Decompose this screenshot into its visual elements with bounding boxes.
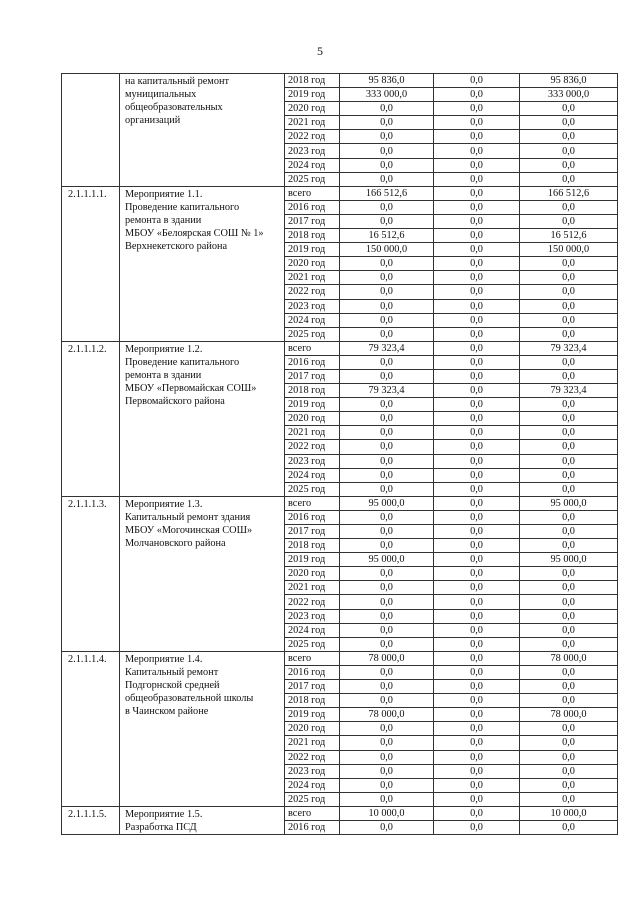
regional-cell: 0,0 xyxy=(520,355,618,369)
total-cell: 0,0 xyxy=(340,722,434,736)
regional-cell: 0,0 xyxy=(520,750,618,764)
regional-cell: 79 323,4 xyxy=(520,384,618,398)
measure-name xyxy=(120,806,285,834)
federal-cell: 0,0 xyxy=(434,820,520,834)
federal-cell: 0,0 xyxy=(434,468,520,482)
measure-code: 2.1.1.1.1. xyxy=(62,186,120,341)
federal-cell: 0,0 xyxy=(434,694,520,708)
regional-cell: 0,0 xyxy=(520,539,618,553)
total-cell: 0,0 xyxy=(340,567,434,581)
regional-cell: 0,0 xyxy=(520,764,618,778)
regional-cell: 0,0 xyxy=(520,214,618,228)
regional-cell: 0,0 xyxy=(520,200,618,214)
measure-name-line: Проведение капитального xyxy=(125,201,240,213)
year-cell: 2021 год xyxy=(285,271,340,285)
federal-cell: 0,0 xyxy=(434,637,520,651)
regional-cell: 166 512,6 xyxy=(520,186,618,200)
regional-cell: 0,0 xyxy=(520,820,618,834)
table-row xyxy=(62,806,618,820)
total-cell: 0,0 xyxy=(340,778,434,792)
federal-cell: 0,0 xyxy=(434,172,520,186)
year-cell: 2025 год xyxy=(285,637,340,651)
federal-cell: 0,0 xyxy=(434,426,520,440)
year-cell: 2023 год xyxy=(285,454,340,468)
total-cell: 0,0 xyxy=(340,172,434,186)
table-row xyxy=(62,651,618,665)
table-row xyxy=(62,74,618,88)
regional-cell: 0,0 xyxy=(520,144,618,158)
measure-code: 2.1.1.1.2. xyxy=(62,341,120,496)
year-cell: 2024 год xyxy=(285,778,340,792)
regional-cell: 0,0 xyxy=(520,510,618,524)
regional-cell: 0,0 xyxy=(520,722,618,736)
year-cell: 2021 год xyxy=(285,736,340,750)
year-cell: 2016 год xyxy=(285,665,340,679)
total-cell: 0,0 xyxy=(340,482,434,496)
regional-cell: 10 000,0 xyxy=(520,806,618,820)
regional-cell: 0,0 xyxy=(520,257,618,271)
regional-cell: 0,0 xyxy=(520,581,618,595)
year-cell: 2022 год xyxy=(285,595,340,609)
total-cell: 0,0 xyxy=(340,116,434,130)
total-cell: 16 512,6 xyxy=(340,229,434,243)
total-cell: 0,0 xyxy=(340,694,434,708)
year-cell: 2024 год xyxy=(285,158,340,172)
total-cell: 10 000,0 xyxy=(340,806,434,820)
measure-name-line: Проведение капитального xyxy=(125,356,240,368)
year-cell: 2022 год xyxy=(285,285,340,299)
measure-name-line: муниципальных xyxy=(125,89,197,100)
total-cell: 0,0 xyxy=(340,525,434,539)
regional-cell: 0,0 xyxy=(520,694,618,708)
year-cell: 2016 год xyxy=(285,820,340,834)
regional-cell: 333 000,0 xyxy=(520,88,618,102)
federal-cell: 0,0 xyxy=(434,412,520,426)
total-cell: 0,0 xyxy=(340,327,434,341)
budget-table xyxy=(61,73,618,835)
total-cell: 0,0 xyxy=(340,313,434,327)
total-cell: 0,0 xyxy=(340,623,434,637)
budget-table-body xyxy=(62,74,618,835)
year-cell: 2017 год xyxy=(285,369,340,383)
measure-name xyxy=(120,186,285,341)
federal-cell: 0,0 xyxy=(434,144,520,158)
regional-cell: 0,0 xyxy=(520,313,618,327)
measure-name-line: Капитальный ремонт xyxy=(125,666,219,678)
year-cell: 2023 год xyxy=(285,764,340,778)
total-cell: 0,0 xyxy=(340,144,434,158)
total-cell: 0,0 xyxy=(340,299,434,313)
federal-cell: 0,0 xyxy=(434,299,520,313)
federal-cell: 0,0 xyxy=(434,327,520,341)
measure-name-line: Мероприятие 1.5. xyxy=(125,808,203,820)
federal-cell: 0,0 xyxy=(434,355,520,369)
regional-cell: 0,0 xyxy=(520,665,618,679)
total-cell: 0,0 xyxy=(340,426,434,440)
regional-cell: 0,0 xyxy=(520,412,618,426)
total-cell: 0,0 xyxy=(340,285,434,299)
federal-cell: 0,0 xyxy=(434,158,520,172)
federal-cell: 0,0 xyxy=(434,257,520,271)
regional-cell: 0,0 xyxy=(520,285,618,299)
year-cell: 2017 год xyxy=(285,680,340,694)
year-cell: 2017 год xyxy=(285,214,340,228)
federal-cell: 0,0 xyxy=(434,186,520,200)
regional-cell: 0,0 xyxy=(520,468,618,482)
regional-cell: 0,0 xyxy=(520,440,618,454)
federal-cell: 0,0 xyxy=(434,398,520,412)
measure-name xyxy=(120,651,285,806)
federal-cell: 0,0 xyxy=(434,750,520,764)
year-cell: 2019 год xyxy=(285,243,340,257)
federal-cell: 0,0 xyxy=(434,88,520,102)
year-cell: 2016 год xyxy=(285,510,340,524)
regional-cell: 0,0 xyxy=(520,299,618,313)
total-cell: 0,0 xyxy=(340,736,434,750)
year-cell: 2024 год xyxy=(285,623,340,637)
federal-cell: 0,0 xyxy=(434,567,520,581)
total-cell: 0,0 xyxy=(340,595,434,609)
federal-cell: 0,0 xyxy=(434,609,520,623)
regional-cell: 0,0 xyxy=(520,369,618,383)
total-cell: 0,0 xyxy=(340,454,434,468)
federal-cell: 0,0 xyxy=(434,200,520,214)
regional-cell: 0,0 xyxy=(520,595,618,609)
measure-name-line: МБОУ «Белоярская СОШ № 1» xyxy=(125,227,264,239)
federal-cell: 0,0 xyxy=(434,496,520,510)
federal-cell: 0,0 xyxy=(434,539,520,553)
measure-name-line: на капитальный ремонт xyxy=(125,76,229,87)
measure-name-line: Молчановского района xyxy=(125,537,226,549)
measure-name-line: МБОУ «Могочинская СОШ» xyxy=(125,524,253,536)
measure-code: 2.1.1.1.3. xyxy=(62,496,120,651)
federal-cell: 0,0 xyxy=(434,454,520,468)
measure-name-line: общеобразовательной школы xyxy=(125,692,254,704)
year-cell: 2018 год xyxy=(285,74,340,88)
table-row xyxy=(62,496,618,510)
year-cell: 2018 год xyxy=(285,384,340,398)
measure-name-line: Мероприятие 1.1. xyxy=(125,188,203,200)
regional-cell: 0,0 xyxy=(520,116,618,130)
federal-cell: 0,0 xyxy=(434,623,520,637)
federal-cell: 0,0 xyxy=(434,369,520,383)
regional-cell: 0,0 xyxy=(520,327,618,341)
total-cell: 166 512,6 xyxy=(340,186,434,200)
federal-cell: 0,0 xyxy=(434,553,520,567)
total-cell: 0,0 xyxy=(340,820,434,834)
total-cell: 0,0 xyxy=(340,271,434,285)
federal-cell: 0,0 xyxy=(434,285,520,299)
federal-cell: 0,0 xyxy=(434,651,520,665)
federal-cell: 0,0 xyxy=(434,680,520,694)
year-cell: 2023 год xyxy=(285,609,340,623)
total-cell: 0,0 xyxy=(340,609,434,623)
year-cell: 2022 год xyxy=(285,440,340,454)
table-row xyxy=(62,186,618,200)
year-cell: 2024 год xyxy=(285,468,340,482)
year-cell: 2016 год xyxy=(285,200,340,214)
total-cell: 0,0 xyxy=(340,680,434,694)
federal-cell: 0,0 xyxy=(434,271,520,285)
federal-cell: 0,0 xyxy=(434,313,520,327)
federal-cell: 0,0 xyxy=(434,595,520,609)
year-cell: 2025 год xyxy=(285,327,340,341)
measure-name-line: Капитальный ремонт здания xyxy=(125,511,251,523)
regional-cell: 0,0 xyxy=(520,172,618,186)
federal-cell: 0,0 xyxy=(434,229,520,243)
year-cell: всего xyxy=(285,186,340,200)
measure-name-line: ремонта в здании xyxy=(125,369,202,381)
year-cell: 2020 год xyxy=(285,722,340,736)
regional-cell: 95 000,0 xyxy=(520,553,618,567)
measure-name-line: Мероприятие 1.3. xyxy=(125,498,203,510)
year-cell: 2018 год xyxy=(285,694,340,708)
federal-cell: 0,0 xyxy=(434,116,520,130)
regional-cell: 0,0 xyxy=(520,792,618,806)
regional-cell: 0,0 xyxy=(520,609,618,623)
federal-cell: 0,0 xyxy=(434,806,520,820)
regional-cell: 0,0 xyxy=(520,102,618,116)
regional-cell: 0,0 xyxy=(520,567,618,581)
total-cell: 0,0 xyxy=(340,398,434,412)
total-cell: 95 836,0 xyxy=(340,74,434,88)
year-cell: 2019 год xyxy=(285,88,340,102)
federal-cell: 0,0 xyxy=(434,736,520,750)
federal-cell: 0,0 xyxy=(434,74,520,88)
year-cell: 2018 год xyxy=(285,539,340,553)
total-cell: 95 000,0 xyxy=(340,496,434,510)
year-cell: 2020 год xyxy=(285,412,340,426)
measure-name-line: в Чаинском районе xyxy=(125,705,209,717)
federal-cell: 0,0 xyxy=(434,130,520,144)
total-cell: 0,0 xyxy=(340,412,434,426)
federal-cell: 0,0 xyxy=(434,440,520,454)
measure-code xyxy=(62,74,120,187)
regional-cell: 0,0 xyxy=(520,736,618,750)
total-cell: 0,0 xyxy=(340,102,434,116)
regional-cell: 0,0 xyxy=(520,130,618,144)
total-cell: 79 323,4 xyxy=(340,341,434,355)
federal-cell: 0,0 xyxy=(434,214,520,228)
regional-cell: 16 512,6 xyxy=(520,229,618,243)
year-cell: 2023 год xyxy=(285,299,340,313)
regional-cell: 0,0 xyxy=(520,271,618,285)
total-cell: 0,0 xyxy=(340,750,434,764)
total-cell: 0,0 xyxy=(340,581,434,595)
measure-name-line: Первомайского района xyxy=(125,395,225,407)
year-cell: 2021 год xyxy=(285,426,340,440)
regional-cell: 0,0 xyxy=(520,525,618,539)
measure-code: 2.1.1.1.5. xyxy=(62,806,120,834)
measure-name-line: Разработка ПСД xyxy=(125,821,197,833)
regional-cell: 0,0 xyxy=(520,680,618,694)
total-cell: 0,0 xyxy=(340,539,434,553)
year-cell: 2022 год xyxy=(285,750,340,764)
federal-cell: 0,0 xyxy=(434,341,520,355)
year-cell: 2020 год xyxy=(285,257,340,271)
federal-cell: 0,0 xyxy=(434,525,520,539)
year-cell: 2016 год xyxy=(285,355,340,369)
total-cell: 0,0 xyxy=(340,257,434,271)
regional-cell: 95 000,0 xyxy=(520,496,618,510)
measure-name xyxy=(120,341,285,496)
federal-cell: 0,0 xyxy=(434,243,520,257)
total-cell: 0,0 xyxy=(340,214,434,228)
regional-cell: 0,0 xyxy=(520,454,618,468)
year-cell: 2018 год xyxy=(285,229,340,243)
federal-cell: 0,0 xyxy=(434,792,520,806)
measure-name xyxy=(120,496,285,651)
measure-name-line: Мероприятие 1.2. xyxy=(125,343,203,355)
measure-name-line: ремонта в здании xyxy=(125,214,202,226)
total-cell: 95 000,0 xyxy=(340,553,434,567)
regional-cell: 78 000,0 xyxy=(520,708,618,722)
total-cell: 0,0 xyxy=(340,440,434,454)
regional-cell: 0,0 xyxy=(520,623,618,637)
year-cell: 2024 год xyxy=(285,313,340,327)
year-cell: 2019 год xyxy=(285,398,340,412)
total-cell: 79 323,4 xyxy=(340,384,434,398)
regional-cell: 95 836,0 xyxy=(520,74,618,88)
total-cell: 0,0 xyxy=(340,792,434,806)
total-cell: 78 000,0 xyxy=(340,708,434,722)
federal-cell: 0,0 xyxy=(434,764,520,778)
measure-name-line: организаций xyxy=(125,115,181,126)
year-cell: 2025 год xyxy=(285,792,340,806)
regional-cell: 78 000,0 xyxy=(520,651,618,665)
measure-name-line: общеобразовательных xyxy=(125,102,223,113)
regional-cell: 0,0 xyxy=(520,158,618,172)
federal-cell: 0,0 xyxy=(434,665,520,679)
year-cell: всего xyxy=(285,496,340,510)
year-cell: 2019 год xyxy=(285,553,340,567)
year-cell: 2020 год xyxy=(285,102,340,116)
year-cell: 2019 год xyxy=(285,708,340,722)
federal-cell: 0,0 xyxy=(434,722,520,736)
total-cell: 0,0 xyxy=(340,355,434,369)
measure-code: 2.1.1.1.4. xyxy=(62,651,120,806)
year-cell: всего xyxy=(285,341,340,355)
year-cell: 2021 год xyxy=(285,581,340,595)
federal-cell: 0,0 xyxy=(434,778,520,792)
year-cell: 2017 год xyxy=(285,525,340,539)
table-row xyxy=(62,341,618,355)
regional-cell: 0,0 xyxy=(520,482,618,496)
regional-cell: 150 000,0 xyxy=(520,243,618,257)
total-cell: 78 000,0 xyxy=(340,651,434,665)
total-cell: 0,0 xyxy=(340,200,434,214)
federal-cell: 0,0 xyxy=(434,708,520,722)
total-cell: 0,0 xyxy=(340,369,434,383)
year-cell: 2021 год xyxy=(285,116,340,130)
regional-cell: 0,0 xyxy=(520,637,618,651)
measure-name-line: Верхнекетского района xyxy=(125,240,228,252)
regional-cell: 0,0 xyxy=(520,398,618,412)
total-cell: 0,0 xyxy=(340,158,434,172)
federal-cell: 0,0 xyxy=(434,384,520,398)
total-cell: 0,0 xyxy=(340,665,434,679)
total-cell: 0,0 xyxy=(340,637,434,651)
regional-cell: 79 323,4 xyxy=(520,341,618,355)
year-cell: 2025 год xyxy=(285,482,340,496)
federal-cell: 0,0 xyxy=(434,102,520,116)
total-cell: 150 000,0 xyxy=(340,243,434,257)
year-cell: 2020 год xyxy=(285,567,340,581)
measure-name xyxy=(120,74,285,187)
total-cell: 0,0 xyxy=(340,468,434,482)
total-cell: 0,0 xyxy=(340,764,434,778)
measure-name-line: Подгорнской средней xyxy=(125,679,220,691)
year-cell: всего xyxy=(285,806,340,820)
total-cell: 0,0 xyxy=(340,510,434,524)
federal-cell: 0,0 xyxy=(434,482,520,496)
measure-name-line: МБОУ «Первомайская СОШ» xyxy=(125,382,257,394)
total-cell: 333 000,0 xyxy=(340,88,434,102)
total-cell: 0,0 xyxy=(340,130,434,144)
measure-name-line: Мероприятие 1.4. xyxy=(125,653,203,665)
page-number: 5 xyxy=(317,44,323,58)
year-cell: 2023 год xyxy=(285,144,340,158)
year-cell: 2025 год xyxy=(285,172,340,186)
regional-cell: 0,0 xyxy=(520,426,618,440)
regional-cell: 0,0 xyxy=(520,778,618,792)
year-cell: 2022 год xyxy=(285,130,340,144)
year-cell: всего xyxy=(285,651,340,665)
federal-cell: 0,0 xyxy=(434,510,520,524)
federal-cell: 0,0 xyxy=(434,581,520,595)
